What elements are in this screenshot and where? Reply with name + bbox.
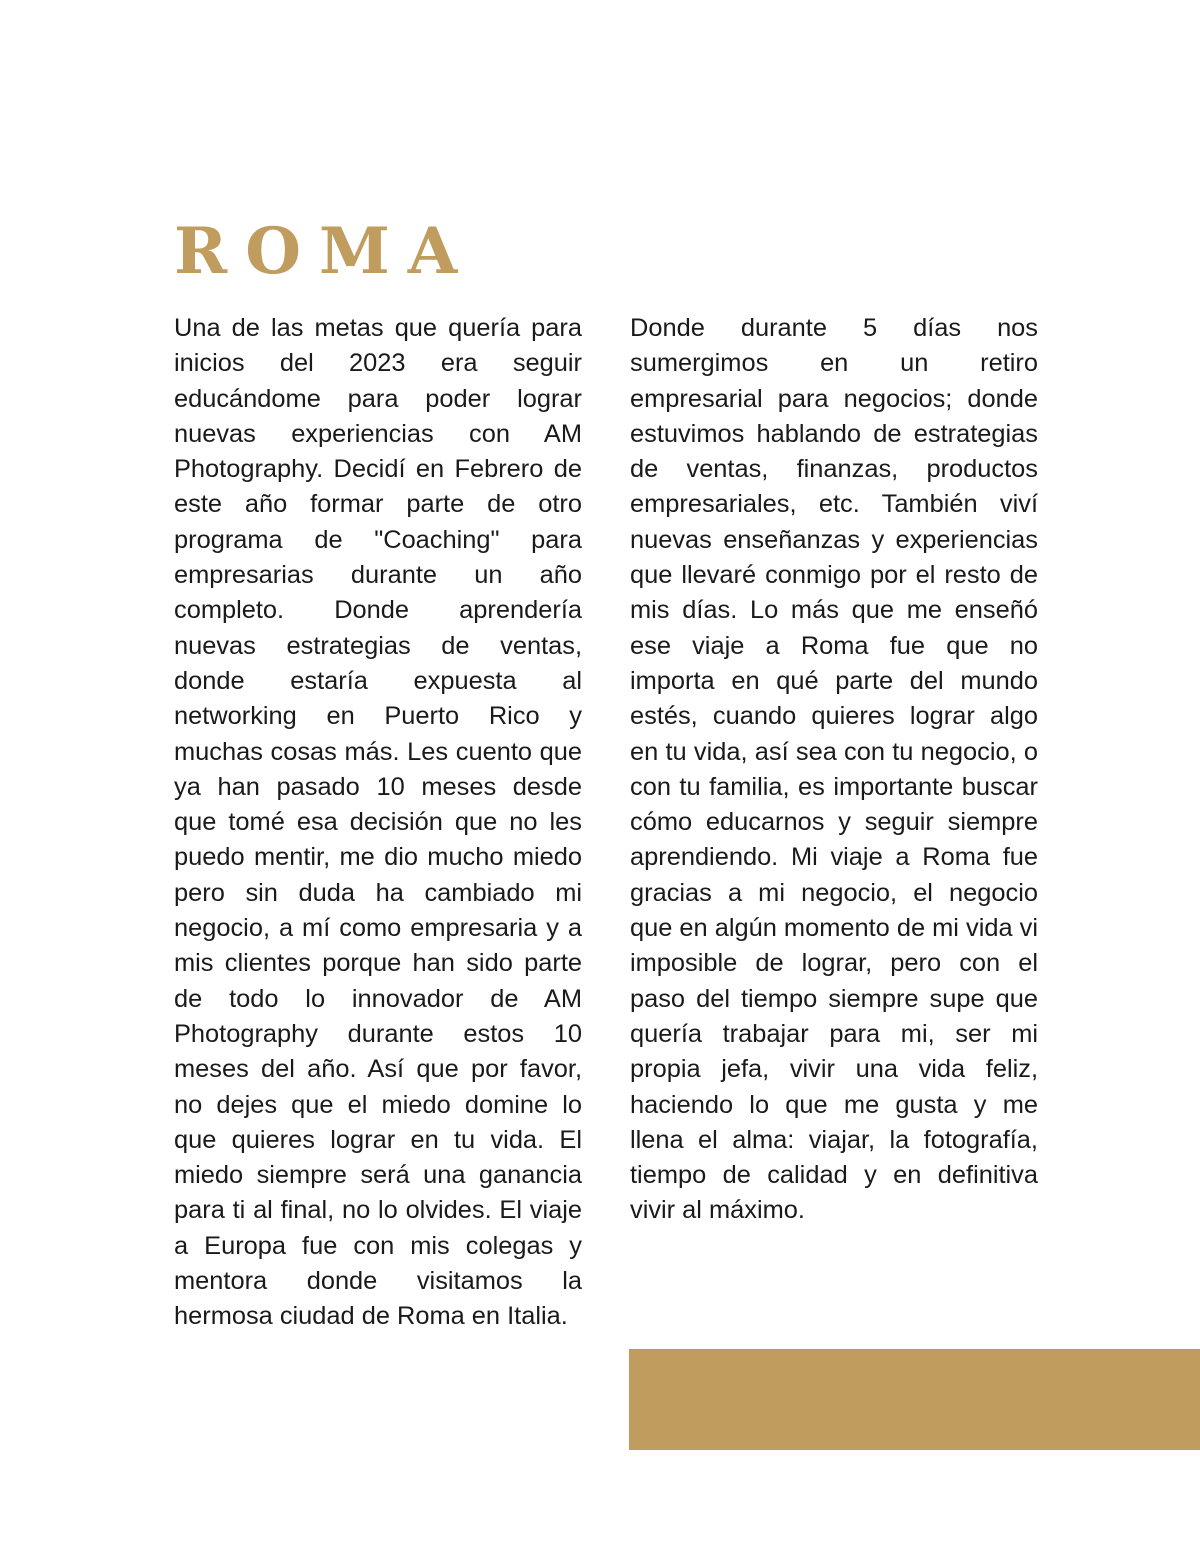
accent-color-block — [629, 1349, 1200, 1450]
right-column-text: Donde durante 5 días nos sumergimos en un retiro empresarial para negocios; donde estuvimos hablando de estrategias de ventas, finanzas, productos empresariales, etc. También viví nuevas enseñanzas y experiencias que llevaré conmigo por el resto de mis días. Lo más que me enseñó ese viaje a Roma fue que no importa en qué parte del mundo estés, cuando quieres lograr algo en tu vida, así sea con tu negocio, o con tu familia, es importante buscar cómo educarnos y seguir siempre aprendiendo. Mi viaje a Roma fue gracias a mi negocio, el negocio que en algún momento de mi vida vi imposible de lograr, pero con el paso del tiempo siempre supe que quería trabajar para mi, ser mi propia jefa, vivir una vida feliz, haciendo lo que me gusta y me llena el alma: viajar, la fotografía, tiempo de calidad y en definitiva vivir al máximo. — [630, 314, 1038, 1225]
left-column-text: Una de las metas que quería para inicios del 2023 era seguir educándome para poder lograr nuevas experiencias con AM Photography. Decidí en Febrero de este año formar parte de otro programa de "Coaching" para empresarias durante un año completo. Donde aprendería nuevas estrategias de ventas, donde estaría expuesta al networking en Puerto Rico y muchas cosas más. Les cuento que ya han pasado 10 meses desde que tomé esa decisión que no les puedo mentir, me dio mucho miedo pero sin duda ha cambiado mi negocio, a mí como empresaria y a mis clientes porque han sido parte de todo lo innovador de AM Photography durante estos 10 meses del año. Así que por favor, no dejes que el miedo domine lo que quieres lograr en tu vida. El miedo siempre será una ganancia para ti al final, no lo olvides. El viaje a Europa fue con mis colegas y mentora donde visitamos la hermosa ciudad de Roma en Italia. — [174, 314, 582, 1331]
page-title: ROMA — [174, 214, 476, 289]
